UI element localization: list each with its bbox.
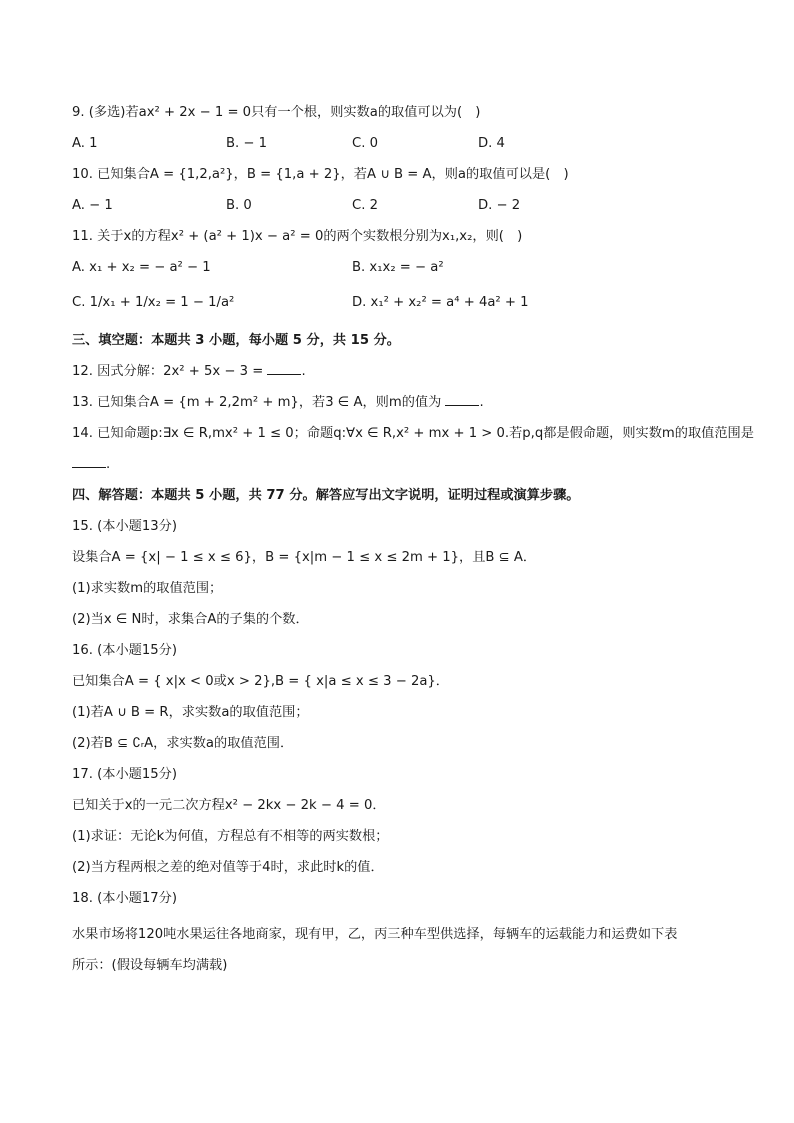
q17-title: 17. (本小题15分) [72,767,177,782]
q11-option-a: A. x₁ + x₂ = − a² − 1 [72,260,211,275]
q16-part-2: (2)若B ⊆ ∁ᵣA，求实数a的取值范围． [72,736,294,751]
q9-option-d: D. 4 [478,136,505,151]
q10-stem: 10. 已知集合A = {1,2,a²}，B = {1,a + 2}，若A ∪ B = A，则a的取值可以是( ) [72,167,569,182]
q14-answer-blank[interactable] [72,455,106,468]
q16-stem: 已知集合A = { x|x < 0或x > 2},B = { x|a ≤ x ≤ 3 − 2a}． [72,674,449,689]
q16-part-1: (1)若A ∪ B = R，求实数a的取值范围； [72,705,309,720]
q14-stem: 14. 已知命题p:∃x ∈ R,mx² + 1 ≤ 0；命题q:∀x ∈ R,x² + mx + 1 > 0.若p,q都是假命题，则实数m的取值范围是 [72,426,754,441]
q17-part-1: (1)求证：无论k为何值，方程总有不相等的两实数根； [72,829,389,844]
q9-stem: 9. (多选)若ax² + 2x − 1 = 0只有一个根，则实数a的取值可以为( ) [72,105,481,120]
q18-stem-line-1: 水果市场将120吨水果运往各地商家，现有甲，乙，丙三种车型供选择，每辆车的运载能力和运费如下表 [72,927,678,942]
q10-option-c: C. 2 [352,198,378,213]
q10-option-b: B. 0 [226,198,252,213]
q13-answer-blank[interactable] [445,393,479,406]
q15-part-2: (2)当x ∈ N时，求集合A的子集的个数． [72,612,309,627]
q11-option-b: B. x₁x₂ = − a² [352,260,444,275]
q9-option-a: A. 1 [72,136,98,151]
q13-text: 13. 已知集合A = {m + 2,2m² + m}，若3 ∈ A，则m的值为 [72,395,442,410]
q15-stem: 设集合A = {x| − 1 ≤ x ≤ 6}，B = {x|m − 1 ≤ x ≤ 2m + 1}，且B ⊆ A． [72,550,537,565]
q13-stem: 13. 已知集合A = {m + 2,2m² + m}，若3 ∈ A，则m的值为 . [72,395,484,410]
q11-option-d: D. x₁² + x₂² = a⁴ + 4a² + 1 [352,295,529,310]
q15-title: 15. (本小题13分) [72,519,177,534]
q18-title: 18. (本小题17分) [72,891,177,906]
q11-option-c: C. 1/x₁ + 1/x₂ = 1 − 1/a² [72,295,235,310]
q12-text: 12. 因式分解：2x² + 5x − 3 = [72,364,264,379]
q10-option-d: D. − 2 [478,198,521,213]
q15-part-1: (1)求实数m的取值范围； [72,581,223,596]
q9-option-b: B. − 1 [226,136,268,151]
q12-answer-blank[interactable] [267,362,301,375]
section-fill-in-heading: 三、填空题：本题共 3 小题，每小题 5 分，共 15 分。 [72,333,400,348]
q17-stem: 已知关于x的一元二次方程x² − 2kx − 2k − 4 = 0． [72,798,386,813]
q16-title: 16. (本小题15分) [72,643,177,658]
q14-answer-line: . [72,455,110,475]
q12-stem: 12. 因式分解：2x² + 5x − 3 = . [72,364,306,379]
q10-option-a: A. − 1 [72,198,113,213]
q17-part-2: (2)当方程两根之差的绝对值等于4时，求此时k的值． [72,860,384,875]
q9-option-c: C. 0 [352,136,378,151]
q11-stem: 11. 关于x的方程x² + (a² + 1)x − a² = 0的两个实数根分别为x₁,x₂，则( ) [72,229,523,244]
section-solutions-heading: 四、解答题：本题共 5 小题，共 77 分。解答应写出文字说明，证明过程或演算步骤。 [72,488,580,503]
q18-stem-line-2: 所示：(假设每辆车均满载) [72,958,228,973]
